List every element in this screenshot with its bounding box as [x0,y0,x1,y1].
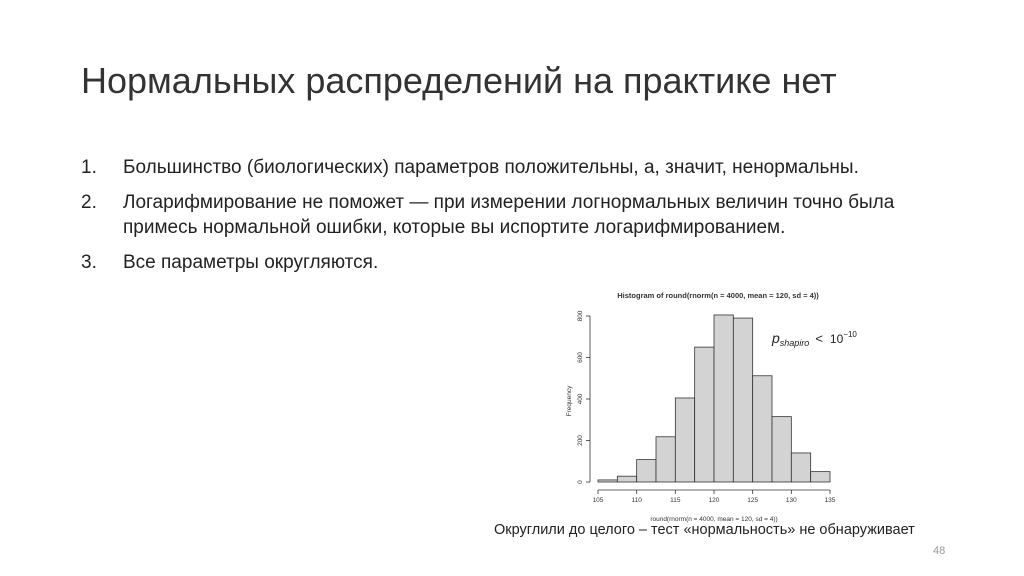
y-axis [577,310,590,484]
x-tick-label: 115 [670,497,681,504]
y-tick-label: 0 [577,480,584,484]
list-number: 1. [81,157,97,178]
list-text: Большинство (биологических) параметров положительны, а, значит, ненормальны. [123,157,859,178]
x-tick-label: 130 [785,497,797,504]
x-tick-label: 105 [592,497,604,504]
histogram-bar [791,453,810,482]
annotation-p: p [772,330,780,346]
figure-caption: Округлили до целого – тест «нормальность» не обнаруживает [494,522,915,538]
y-tick-label: 600 [577,352,584,363]
chart-title: Histogram of round(rnorm(n = 4000, mean = 120, sd = 4)) [617,291,819,300]
slide-title: Нормальных распределений на практике нет [81,60,837,101]
y-tick-label: 400 [577,393,584,405]
y-tick-label: 200 [577,435,584,446]
histogram-bar [753,376,772,482]
histogram-chart [548,286,868,531]
list-text: Все параметры округляются. [123,252,379,273]
x-tick-label: 135 [824,497,836,504]
histogram-bar [637,460,656,482]
histogram-bar [772,417,791,482]
annotation-base: 10 [829,332,844,346]
histogram-bar [598,480,617,482]
annotation-exponent: −10 [843,330,857,339]
y-tick-label: 800 [577,310,584,322]
histogram-bar [811,472,830,482]
histogram-bar [714,315,733,482]
annotation-less-than: < [815,331,823,346]
list-item [81,250,961,275]
histogram-bar [656,437,675,482]
list-number: 2. [81,192,97,213]
x-tick-label: 120 [708,497,720,504]
x-axis [593,490,836,504]
list-number: 3. [81,252,97,273]
x-axis-label: round(rnorm(n = 4000, mean = 120, sd = 4)) [650,516,778,523]
histogram-bar [733,318,752,482]
list-item [81,190,961,240]
list-item [81,155,961,180]
bullet-list [81,155,961,285]
x-tick-label: 110 [631,497,642,504]
histogram-bar [617,476,636,482]
y-axis-label: Frequency [566,385,573,417]
list-text: Логарифмирование не поможет — при измерении логнормальных величин точно была примесь нормальной ошибки, которые вы испортите логарифмированием. [123,192,895,238]
shapiro-annotation [771,330,857,348]
histogram-bar [675,398,694,482]
slide-number: 48 [933,545,946,557]
histogram-bar [695,347,714,482]
x-tick-label: 125 [747,497,759,504]
annotation-subscript: shapiro [779,338,810,348]
